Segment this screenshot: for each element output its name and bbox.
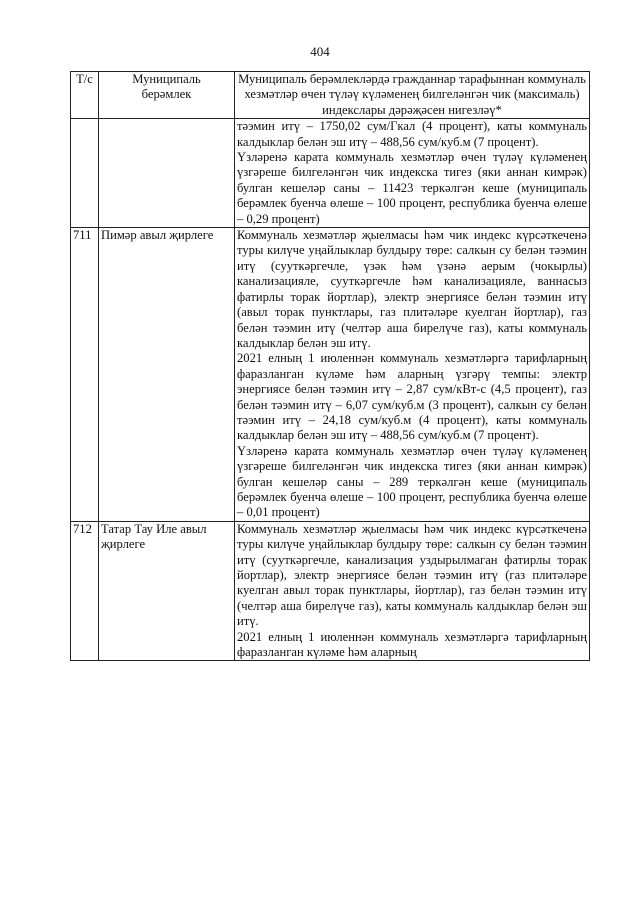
row-municipality: Татар Тау Иле авыл җирлеге [99,521,235,661]
header-municipality: Муниципаль берәмлек [99,72,235,119]
row-description [235,228,590,522]
paragraph: 2021 елның 1 июленнән коммуналь хезмәтләргә тарифларның фаразланган күләме һәм аларның [237,629,587,660]
row-num: 711 [71,228,99,522]
paragraph: Үзләренә карата коммуналь хезмәтләр өчен түләү күләменең үзгәреше билгеләнгән чик индекска тигез (яки аннан кимрәк) булган кешеләр саны – 11423 теркәлгән кеше (муниципаль берәмлек буенча өлеше – 100 процент, республика буенча өлеше – 0,29 процент) [237,150,587,226]
paragraph: тәэмин итү – 1750,02 сум/Гкал (4 процент), каты коммуналь калдыклар белән эш итү – 488,56 сум/куб.м (7 процент). [237,119,587,149]
paragraph: 2021 елның 1 июленнән коммуналь хезмәтләргә тарифларның фаразланган күләме һәм аларның үзгәрү темпы: электр энергиясе белән тәэмин итү – 2,87 сум/кВт-с (4,5 процент), газ белән тәэмин итү – 6,07 сум/куб.м (3 процент), салкын су белән тәэмин итү – 24,18 сум/куб.м (4 процент), каты коммуналь калдыклар белән эш итү – 488,56 сум/куб.м (7 процент). [237,351,587,443]
row-description [235,521,590,661]
row-num [71,119,99,228]
row-num: 712 [71,521,99,661]
table-row [71,228,590,522]
table-header-row [71,72,590,119]
header-num: Т/с [71,72,99,119]
row-municipality [99,119,235,228]
header-description: Муниципаль берәмлекләрдә гражданнар тарафыннан коммуналь хезмәтләр өчен түләү күләменең билгеләнгән чик (максималь) индекслары дәрәҗәсен нигезләү* [235,72,590,119]
row-description [235,119,590,228]
paragraph: Үзләренә карата коммуналь хезмәтләр өчен түләү күләменең үзгәреше билгеләнгән чик индекска тигез (яки аннан кимрәк) булган кешеләр саны – 289 теркәлгән кеше (муниципаль берәмлек буенча өлеше – 100 процент, республика буенча өлеше – 0,01 процент) [237,443,587,520]
row-municipality: Пимәр авыл җирлеге [99,228,235,522]
table-row [71,119,590,228]
paragraph: Коммуналь хезмәтләр җыелмасы һәм чик индекс күрсәткеченә туры килүче уңайлыклар булдыру төре: салкын су белән тәэмин итү (сууткәргечле, канализация уздырылмаган фатирлы торак йортлар), электр энергиясе белән тәэмин итү (газ плитәләре куелган авыл торак пунктлары, йортлар), газ белән тәэмин итү (челтәр аша бирелүче газ), каты коммуналь калдыклар белән эш итү. [237,521,587,629]
page-number: 404 [310,44,330,59]
paragraph: Коммуналь хезмәтләр җыелмасы һәм чик индекс күрсәткеченә туры килүче уңайлыклар булдыру төре: салкын су белән тәэмин итү (сууткәргечле, үзәк һәм үзәнә аерым (чокырлы) канализацияле, сууткәргечле һәм канализацияле, ваннасыз фатирлы торак йортлар), электр энергиясе белән тәэмин итү (авыл торак пунктлары, газ плитәләре куелган йортлар), газ белән тәэмин итү (челтәр аша бирелүче газ), каты коммуналь калдыклар белән эш итү. [237,228,587,350]
tariff-table [70,71,590,661]
table-row [71,521,590,661]
